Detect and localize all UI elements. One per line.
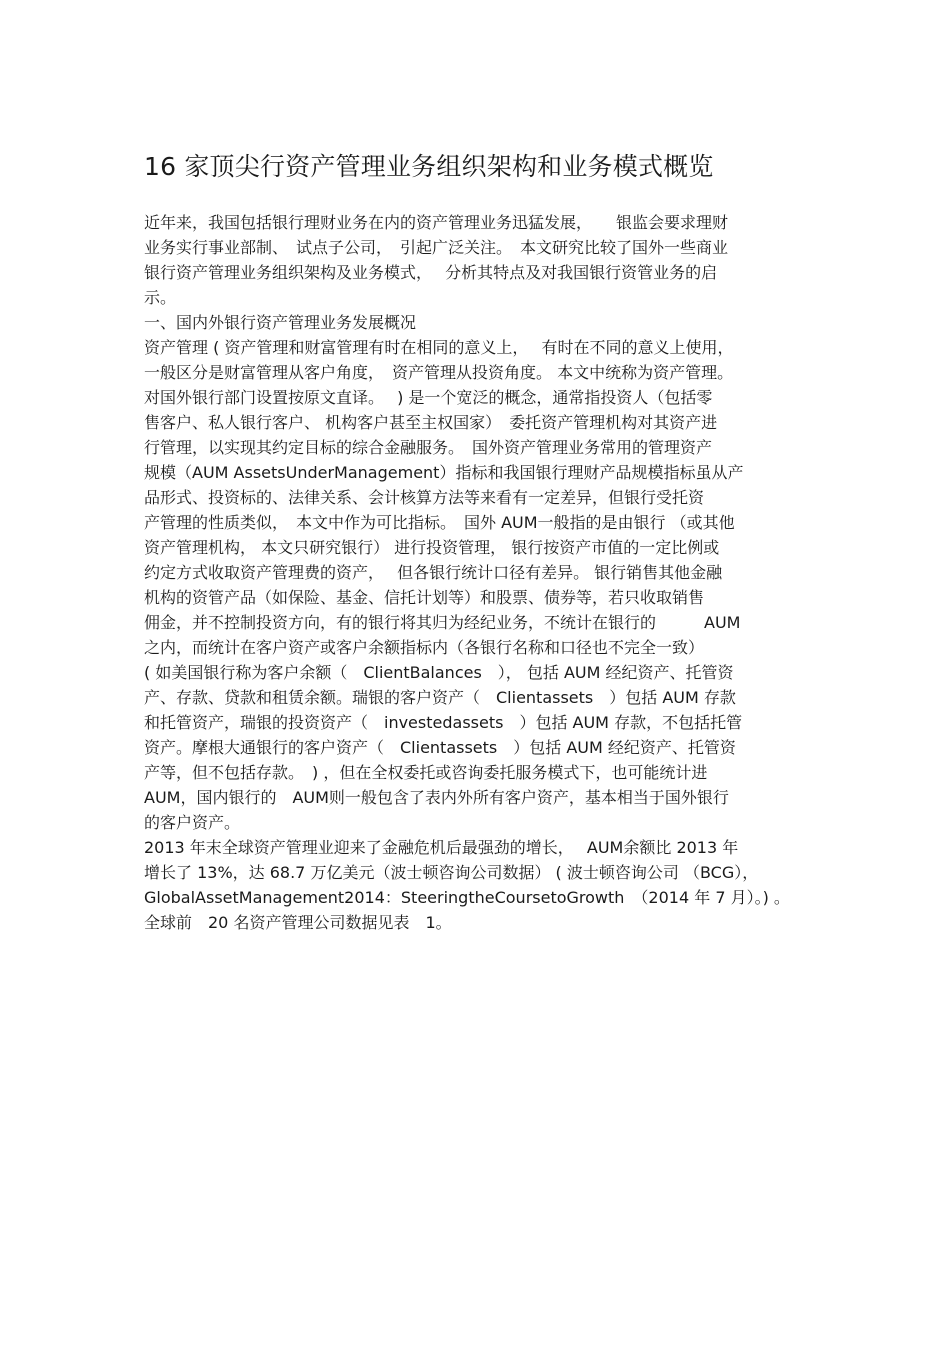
- text-line: 资产管理 ( 资产管理和财富管理有时在相同的意义上， 有时在不同的意义上使用，: [144, 338, 734, 357]
- text-line: 品形式、投资标的、法律关系、会计核算方法等来看有一定差异，但银行受托资: [144, 488, 705, 507]
- text-line: 全球前 20 名资产管理公司数据见表 1。: [144, 913, 452, 932]
- text-line: 资产。摩根大通银行的客户资产（ Clientassets ）包括 AUM 经纪资产、托管资: [144, 738, 736, 757]
- text-line: 银行资产管理业务组织架构及业务模式， 分析其特点及对我国银行资管业务的启: [144, 263, 718, 282]
- text-line: ( 如美国银行称为客户余额（ ClientBalances ）， 包括 AUM 经纪资产、托管资: [144, 663, 734, 682]
- text-line: 对国外银行部门设置按原文直译。 ) 是一个宽泛的概念，通常指投资人（包括零: [144, 388, 713, 407]
- document-title: 16 家顶尖行资产管理业务组织架构和业务模式概览: [144, 152, 714, 181]
- text-line: 一般区分是财富管理从客户角度， 资产管理从投资角度。 本文中统称为资产管理。: [144, 363, 734, 382]
- text-line: 2013 年末全球资产管理业迎来了金融危机后最强劲的增长， AUM余额比 2013 年: [144, 838, 739, 857]
- text-line: 约定方式收取资产管理费的资产， 但各银行统计口径有差异。 银行销售其他金融: [144, 563, 723, 582]
- document-body: [144, 210, 844, 935]
- text-line: 佣金，并不控制投资方向，有的银行将其归为经纪业务，不统计在银行的 AUM: [144, 613, 741, 632]
- text-line: 产管理的性质类似， 本文中作为可比指标。 国外 AUM一般指的是由银行 （或其他: [144, 513, 735, 532]
- text-line: 增长了 13%，达 68.7 万亿美元（波士顿咨询公司数据） ( 波士顿咨询公司 （BCG），: [144, 863, 759, 882]
- text-line: 售客户、私人银行客户、 机构客户甚至主权国家） 委托资产管理机构对其资产进: [144, 413, 718, 432]
- section-heading: 一、国内外银行资产管理业务发展概况: [144, 313, 417, 332]
- text-line: AUM，国内银行的 AUM则一般包含了表内外所有客户资产，基本相当于国外银行: [144, 788, 729, 807]
- text-line: 资产管理机构， 本文只研究银行） 进行投资管理， 银行按资产市值的一定比例或: [144, 538, 720, 557]
- text-line: 和托管资产，瑞银的投资资产（ investedassets ）包括 AUM 存款，不包括托管: [144, 713, 743, 732]
- text-line: 业务实行事业部制、 试点子公司， 引起广泛关注。 本文研究比较了国外一些商业: [144, 238, 729, 257]
- text-line: 行管理，以实现其约定目标的综合金融服务。 国外资产管理业务常用的管理资产: [144, 438, 713, 457]
- text-line: 规模（AUM AssetsUnderManagement）指标和我国银行理财产品规模指标虽从产: [144, 463, 744, 482]
- text-line: 近年来，我国包括银行理财业务在内的资产管理业务迅猛发展， 银监会要求理财: [144, 213, 729, 232]
- text-line: 产、存款、贷款和租赁余额。瑞银的客户资产（ Clientassets ）包括 AUM 存款: [144, 688, 736, 707]
- text-line: 机构的资管产品（如保险、基金、信托计划等）和股票、债券等，若只收取销售: [144, 588, 705, 607]
- text-line: 之内，而统计在客户资产或客户余额指标内（各银行名称和口径也不完全一致）: [144, 638, 705, 657]
- text-line: GlobalAssetManagement2014：SteeringtheCoursetoGrowth （2014 年 7 月）。) 。: [144, 888, 790, 907]
- text-line: 产等，但不包括存款。 ) ，但在全权委托或咨询委托服务模式下，也可能统计进: [144, 763, 708, 782]
- text-line: 示。: [144, 288, 177, 307]
- text-line: 的客户资产。: [144, 813, 241, 832]
